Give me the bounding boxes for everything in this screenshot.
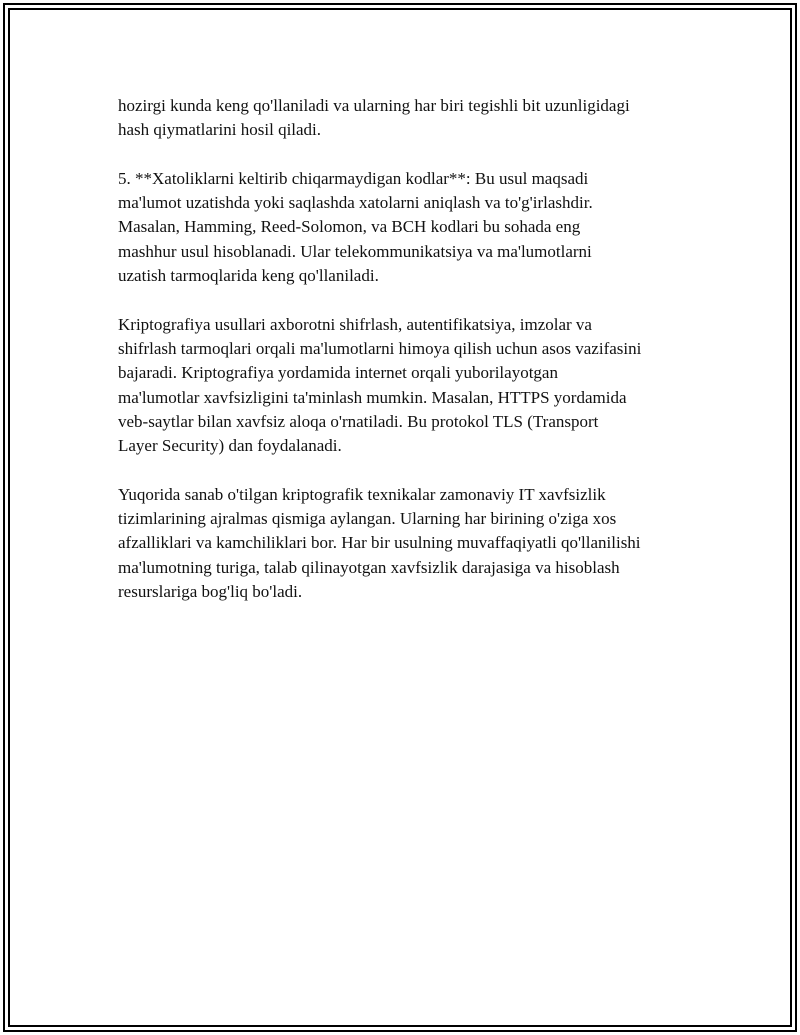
text-line: shifrlash tarmoqlari orqali ma'lumotlarni himoya qilish uchun asos vazifasini	[118, 338, 642, 358]
text-line: resurslariga bog'liq bo'ladi.	[118, 581, 303, 601]
text-line: tizimlarining ajralmas qismiga aylangan. Ularning har birining o'ziga xos	[118, 509, 617, 529]
text-line: Yuqorida sanab o'tilgan kriptografik texnikalar zamonaviy IT xavfsizlik	[118, 484, 606, 504]
text-line: Masalan, Hamming, Reed-Solomon, va BCH kodlari bu sohada eng	[118, 217, 581, 237]
text-line: mashhur usul hisoblanadi. Ular telekommunikatsiya va ma'lumotlarni	[118, 241, 592, 261]
paragraph-hash-continuation	[118, 94, 718, 143]
text-line: ma'lumot uzatishda yoki saqlashda xatolarni aniqlash va to'g'irlashdir.	[118, 193, 593, 213]
text-line: afzalliklari va kamchiliklari bor. Har bir usulning muvaffaqiyatli qo'llanilishi	[118, 533, 641, 553]
text-line: veb-saytlar bilan xavfsiz aloqa o'rnatiladi. Bu protokol TLS (Transport	[118, 411, 599, 431]
text-line: 5. **Xatoliklarni keltirib chiqarmaydigan kodlar**: Bu usul maqsadi	[118, 168, 589, 188]
text-line: ma'lumotning turiga, talab qilinayotgan xavfsizlik darajasiga va hisoblash	[118, 557, 620, 577]
text-line: hozirgi kunda keng qo'llaniladi va ularning har biri tegishli bit uzunligidagi	[118, 96, 630, 115]
text-line: Kriptografiya usullari axborotni shifrlash, autentifikatsiya, imzolar va	[118, 314, 592, 334]
paragraph-cryptography-methods	[118, 313, 718, 459]
text-line: ma'lumotlar xavfsizligini ta'minlash mumkin. Masalan, HTTPS yordamida	[118, 387, 627, 407]
document-body	[118, 94, 718, 629]
paragraph-error-codes	[118, 167, 718, 288]
text-line: hash qiymatlarini hosil qiladi.	[118, 120, 322, 140]
paragraph-conclusion	[118, 483, 718, 604]
text-line: bajaradi. Kriptografiya yordamida internet orqali yuborilayotgan	[118, 363, 558, 383]
text-line: uzatish tarmoqlarida keng qo'llaniladi.	[118, 266, 379, 286]
text-line: Layer Security) dan foydalanadi.	[118, 436, 342, 456]
